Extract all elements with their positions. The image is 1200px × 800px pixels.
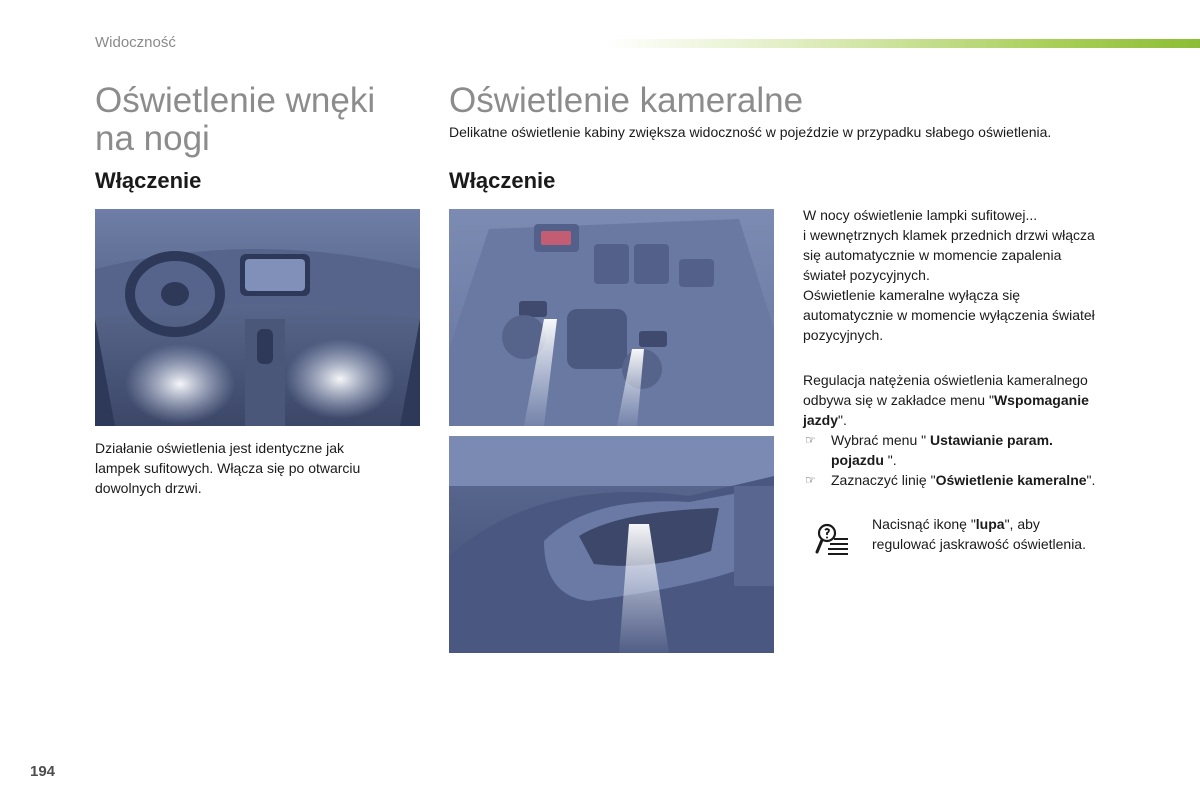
pointing-hand-icon: ☞ [805,473,816,487]
left-caption-line: Działanie oświetlenia jest identyczne jak [95,440,345,456]
left-caption-line: lampek sufitowych. Włącza się po otwarciu [95,460,361,476]
door-handle-light-image [449,436,774,653]
menu-text: ". [838,412,847,428]
right-description [803,205,1148,345]
desc-line: automatycznie w momencie wyłączenia świateł [803,307,1095,323]
menu-instructions [803,370,1148,490]
page-number: 194 [30,763,56,780]
bullet-text: Wybrać menu " [831,432,930,448]
ceiling-light-image [449,209,774,426]
desc-line: i wewnętrznych klamek przednich drzwi włącza [803,227,1095,243]
bullet-bold: pojazdu [831,452,884,468]
lupa-line: regulować jaskrawość oświetlenia. [872,536,1086,552]
desc-line: pozycyjnych. [803,327,884,343]
lupa-bold: lupa [975,516,1005,532]
left-caption [95,438,420,498]
menu-line [803,410,1148,430]
desc-line: świateł pozycyjnych. [803,267,930,283]
right-title: Oświetlenie kameralne [449,81,804,120]
bullet-item [803,430,1148,470]
desc-line: Oświetlenie kameralne wyłącza się [803,287,1021,303]
desc-line: się automatycznie w momencie zapalenia [803,247,1062,263]
bullet-text: ". [883,452,897,468]
menu-line [803,390,1148,410]
section-label: Widoczność [95,34,176,51]
left-title-line1: Oświetlenie wnęki [95,81,376,120]
menu-line: Regulacja natężenia oświetlenia kameralnego [803,372,1088,388]
left-title-line2: na nogi [95,119,210,158]
pointing-hand-icon: ☞ [805,433,816,447]
bullet-text: Zaznaczyć linię " [831,472,936,488]
left-subtitle: Włączenie [95,168,202,193]
lupa-text: ", aby [1004,516,1040,532]
left-caption-line: dowolnych drzwi. [95,480,202,496]
bullet-bold: Oświetlenie kameralne [935,472,1087,488]
bullet-item [803,470,1148,490]
magnifier-list-icon [815,522,851,558]
lupa-line [872,514,1162,534]
header-accent-bar [605,39,1200,48]
footwell-lighting-image [95,209,420,426]
menu-text: odbywa się w zakładce menu " [803,392,994,408]
right-intro: Delikatne oświetlenie kabiny zwiększa widoczność w pojeździe w przypadku słabego oświetlenia. [449,124,1052,140]
lupa-instruction [872,514,1162,554]
lupa-text: Nacisnąć ikonę " [872,516,976,532]
bullet-bold: Ustawianie param. [929,432,1053,448]
menu-name-bold: jazdy [803,412,839,428]
right-subtitle: Włączenie [449,168,556,193]
left-title [95,82,375,158]
menu-name-bold: Wspomaganie [993,392,1089,408]
desc-line: W nocy oświetlenie lampki sufitowej... [803,207,1038,223]
bullet-text: ". [1086,472,1096,488]
